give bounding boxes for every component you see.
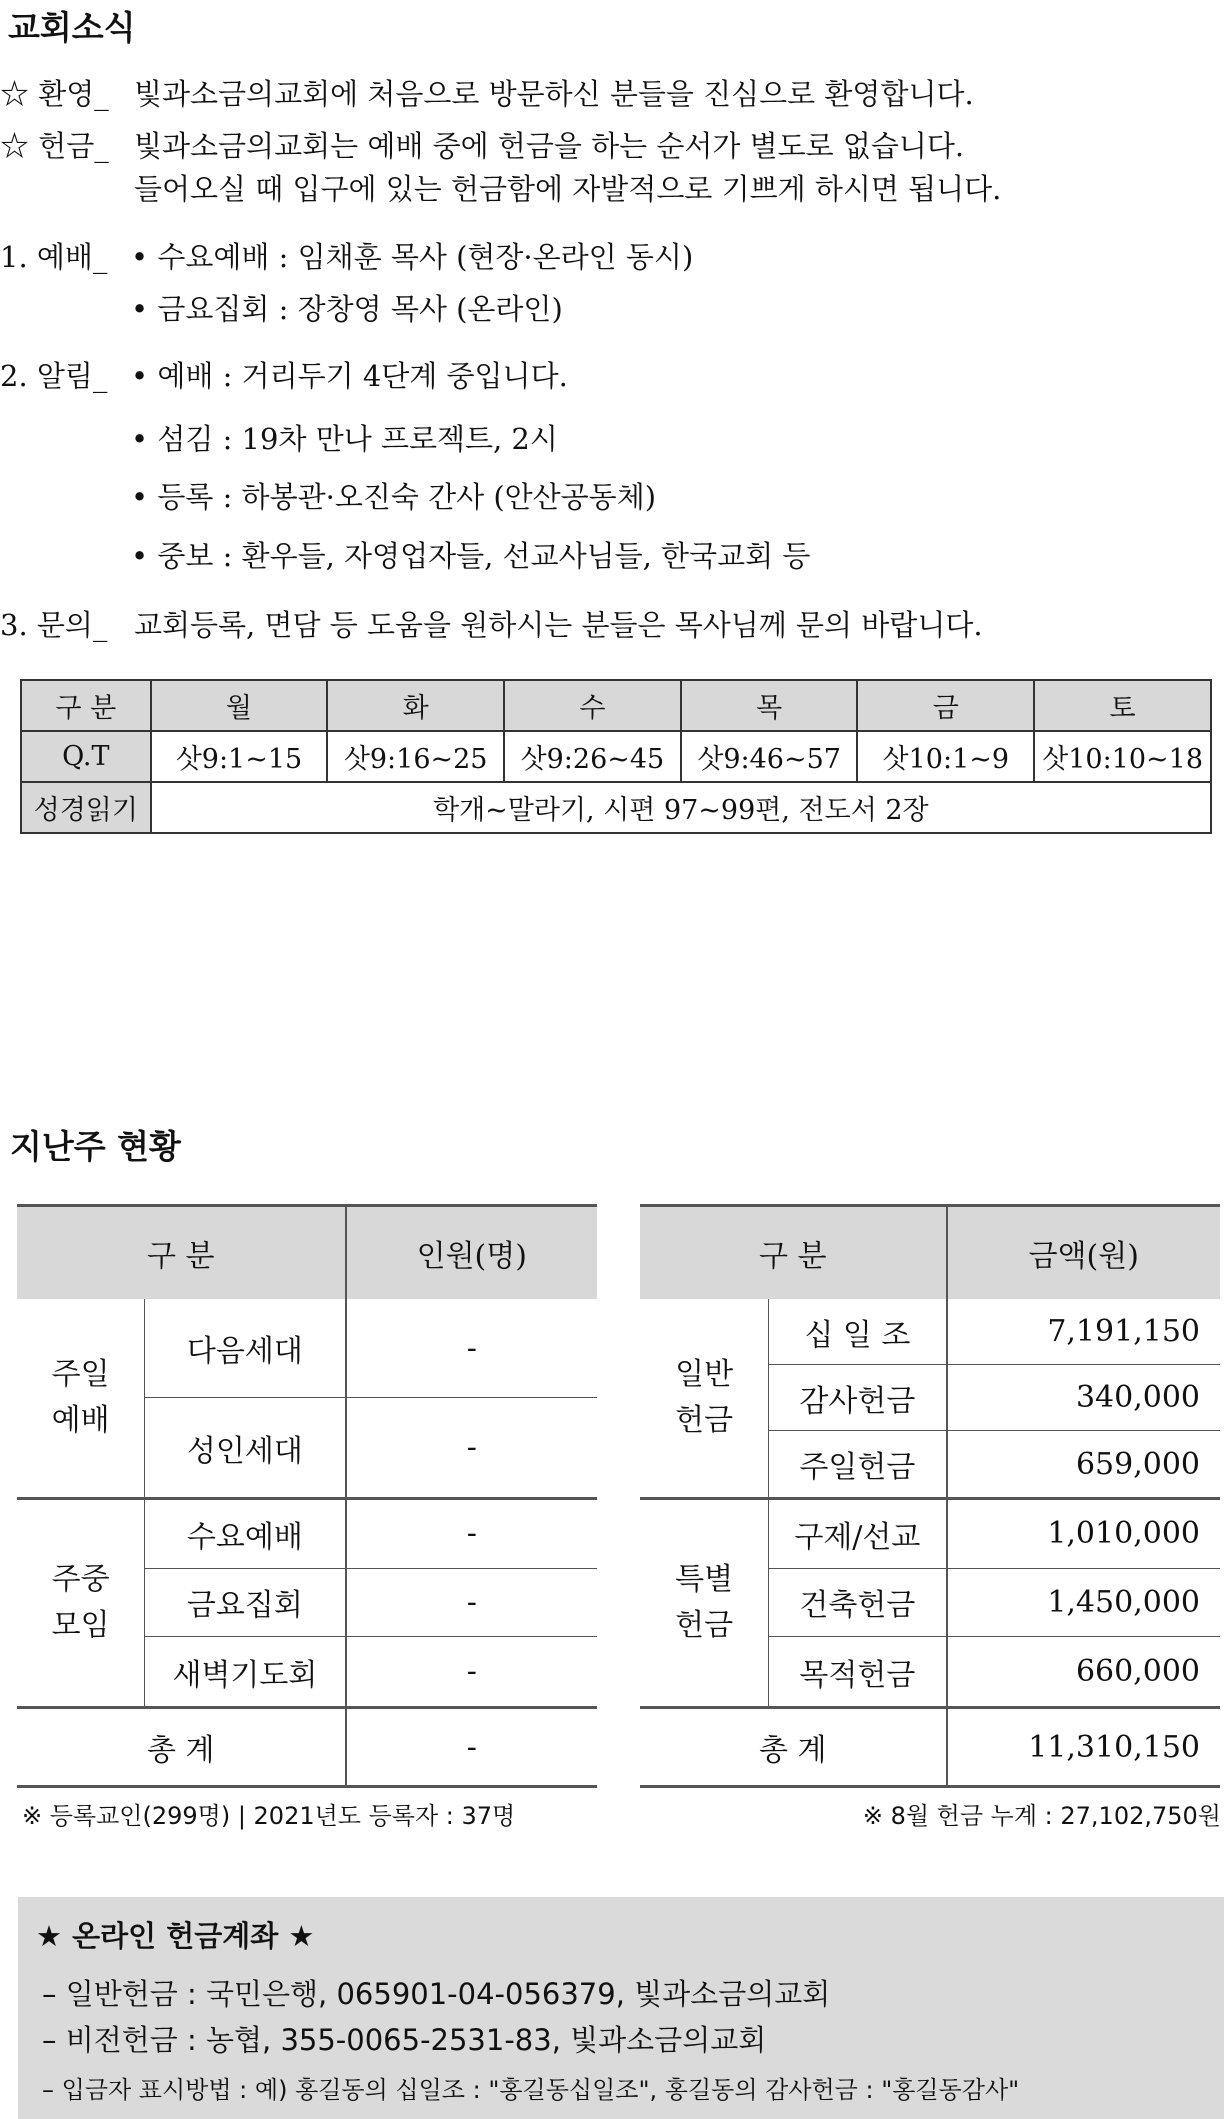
qt-cell: 삿9:46~57 xyxy=(681,731,858,782)
attendance-row-label: 성인세대 xyxy=(145,1398,346,1499)
attendance-row-label: 금요집회 xyxy=(145,1568,346,1637)
offering-row-value: 340,000 xyxy=(947,1365,1220,1431)
qt-header-cell: 목 xyxy=(681,680,858,731)
offering-group-name: 특별 xyxy=(675,1561,734,1597)
offering-total-label: 총 계 xyxy=(640,1708,947,1787)
qt-header-cell: 구 분 xyxy=(21,680,151,731)
online-line: – 비전헌금 : 농협, 355-0065-2531-83, 빛과소금의교회 xyxy=(42,2023,767,2057)
qt-header-cell: 금 xyxy=(857,680,1034,731)
attendance-row-value: - xyxy=(346,1299,597,1398)
attendance-header-cell: 구 분 xyxy=(17,1206,346,1300)
online-line: – 일반헌금 : 국민은행, 065901-04-056379, 빛과소금의교회 xyxy=(42,1977,831,2011)
attendance-row-label: 다음세대 xyxy=(145,1299,346,1398)
worship-item: • 금요집회 : 장창영 목사 (온라인) xyxy=(131,292,563,326)
qt-cell: 삿10:1~9 xyxy=(857,731,1034,782)
attendance-group-name: 주중 xyxy=(51,1561,110,1597)
offering-label: ☆ 헌금_ xyxy=(0,129,109,163)
offering-header-cell: 금액(원) xyxy=(947,1206,1220,1300)
offering-table xyxy=(640,1204,1220,1788)
qt-cell: 삿9:16~25 xyxy=(327,731,504,782)
offering-header-cell: 구 분 xyxy=(640,1206,947,1300)
offering-line2: 들어오실 때 입구에 있는 헌금함에 자발적으로 기쁘게 하시면 됩니다. xyxy=(134,172,1002,206)
offering-row-value: 660,000 xyxy=(947,1637,1220,1708)
offering-row-label: 주일헌금 xyxy=(769,1431,947,1499)
qt-header-cell: 월 xyxy=(151,680,328,731)
offering-row-label: 구제/선교 xyxy=(769,1499,947,1569)
attendance-row-label: 새벽기도회 xyxy=(145,1637,346,1708)
news-title: 교회소식 xyxy=(8,8,136,47)
welcome-text: 빛과소금의교회에 처음으로 방문하신 분들을 진심으로 환영합니다. xyxy=(134,77,974,111)
bible-text: 학개~말라기, 시편 97~99편, 전도서 2장 xyxy=(151,782,1211,833)
inquiry-label: 3. 문의_ xyxy=(0,608,108,642)
offering-group-name: 일반 xyxy=(675,1356,734,1392)
notice-item: • 예배 : 거리두기 4단계 중입니다. xyxy=(131,359,568,393)
attendance-total-value: - xyxy=(346,1708,597,1787)
attendance-header-cell: 인원(명) xyxy=(346,1206,597,1300)
qt-row-label: Q.T xyxy=(21,731,151,782)
attendance-row-label: 수요예배 xyxy=(145,1499,346,1569)
attendance-row-value: - xyxy=(346,1568,597,1637)
qt-header-cell: 화 xyxy=(327,680,504,731)
bible-label: 성경읽기 xyxy=(21,782,151,833)
welcome-label: ☆ 환영_ xyxy=(0,77,109,111)
status-title: 지난주 현황 xyxy=(10,1127,181,1166)
attendance-row-value: - xyxy=(346,1499,597,1569)
offering-total-value: 11,310,150 xyxy=(947,1708,1220,1787)
attendance-note: ※ 등록교인(299명) | 2021년도 등록자 : 37명 xyxy=(22,1802,516,1830)
qt-cell: 삿10:10~18 xyxy=(1034,731,1211,782)
attendance-table xyxy=(17,1204,597,1788)
qt-header-cell: 수 xyxy=(504,680,681,731)
offering-group-name: 헌금 xyxy=(675,1608,734,1643)
attendance-group-name: 모임 xyxy=(51,1608,110,1643)
offering-row-value: 1,450,000 xyxy=(947,1568,1220,1637)
attendance-row-value: - xyxy=(346,1637,597,1708)
offering-row-label: 건축헌금 xyxy=(769,1568,947,1637)
worship-label: 1. 예배_ xyxy=(0,240,108,274)
qt-cell: 삿9:26~45 xyxy=(504,731,681,782)
notice-item: • 등록 : 하봉관·오진숙 간사 (안산공동체) xyxy=(131,480,657,514)
offering-row-value: 659,000 xyxy=(947,1431,1220,1499)
attendance-total-label: 총 계 xyxy=(17,1708,346,1787)
worship-item: • 수요예배 : 임채훈 목사 (현장·온라인 동시) xyxy=(131,240,694,274)
qt-cell: 삿9:1~15 xyxy=(151,731,328,782)
inquiry-text: 교회등록, 면담 등 도움을 원하시는 분들은 목사님께 문의 바랍니다. xyxy=(134,608,983,642)
offering-group-name: 헌금 xyxy=(675,1403,734,1438)
notice-item: • 중보 : 환우들, 자영업자들, 선교사님들, 한국교회 등 xyxy=(131,539,811,573)
attendance-group-name: 주일 xyxy=(51,1356,110,1392)
offering-row-label: 십 일 조 xyxy=(769,1299,947,1365)
offering-line1: 빛과소금의교회는 예배 중에 헌금을 하는 순서가 별도로 없습니다. xyxy=(134,129,965,163)
offering-row-label: 감사헌금 xyxy=(769,1365,947,1431)
attendance-row-value: - xyxy=(346,1398,597,1499)
notice-item: • 섬김 : 19차 만나 프로젝트, 2시 xyxy=(131,422,558,456)
attendance-group-name: 예배 xyxy=(51,1403,110,1438)
online-note: – 입금자 표시방법 : 예) 홍길동의 십일조 : "홍길동십일조", 홍길동의 감사헌금 : "홍길동감사" xyxy=(42,2076,1020,2104)
offering-note: ※ 8월 헌금 누계 : 27,102,750원 xyxy=(862,1802,1221,1830)
notice-label: 2. 알림_ xyxy=(0,359,108,393)
offering-row-value: 1,010,000 xyxy=(947,1499,1220,1569)
online-title: ★ 온라인 헌금계좌 ★ xyxy=(36,1919,315,1953)
qt-header-cell: 토 xyxy=(1034,680,1211,731)
qt-table xyxy=(20,679,1212,834)
offering-row-value: 7,191,150 xyxy=(947,1299,1220,1365)
offering-row-label: 목적헌금 xyxy=(769,1637,947,1708)
